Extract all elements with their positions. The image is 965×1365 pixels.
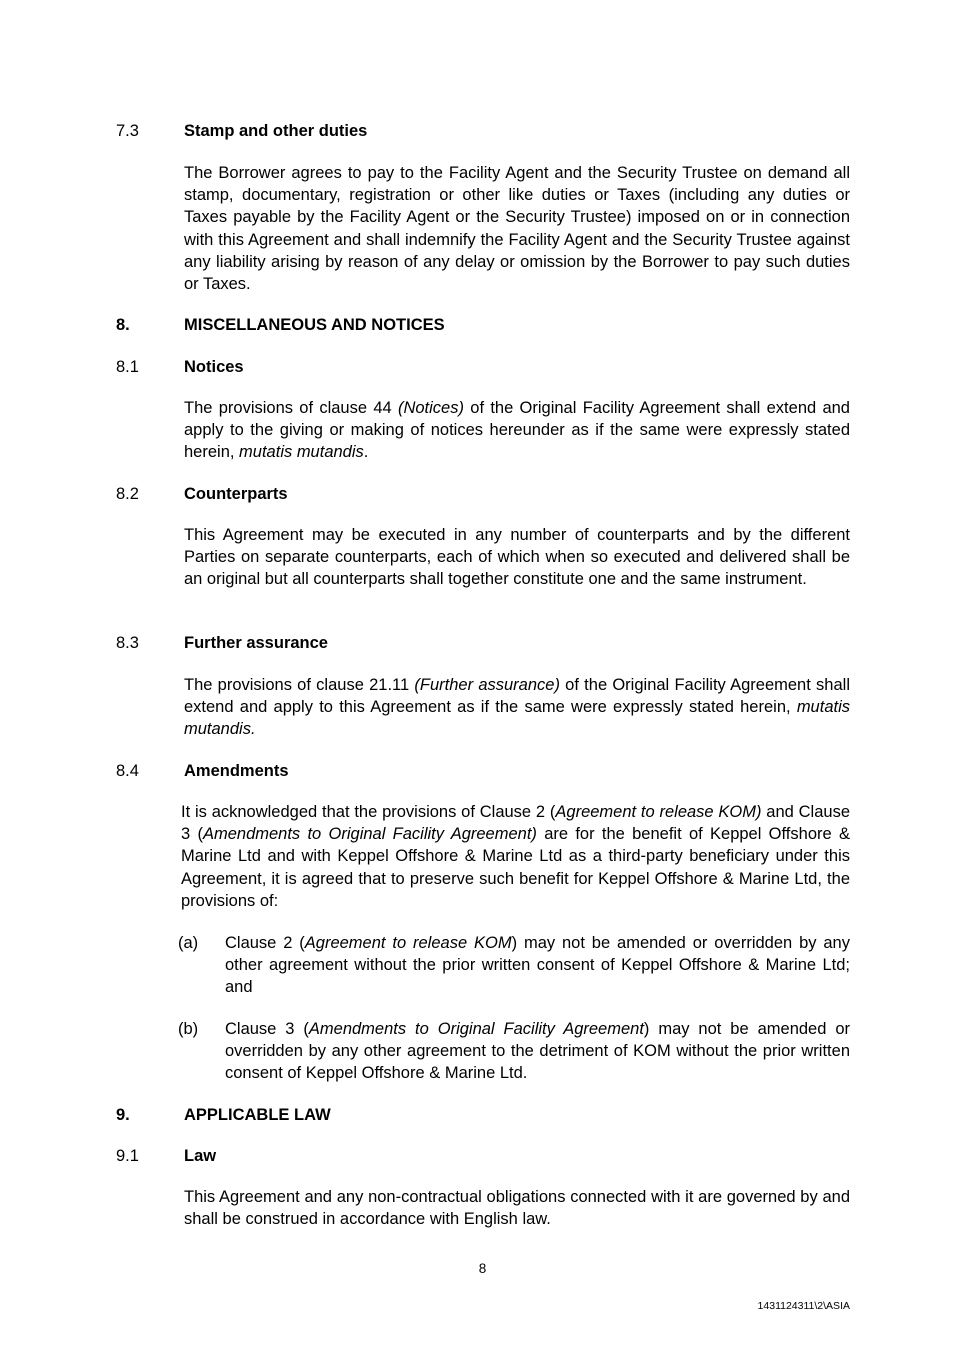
- clause-8-heading: MISCELLANEOUS AND NOTICES: [184, 316, 445, 334]
- clause-9-1-heading: Law: [184, 1147, 217, 1165]
- clause-7-3-number: 7.3: [116, 122, 139, 140]
- clause-8-4-number: 8.4: [116, 762, 139, 780]
- clause-8-4-body: It is acknowledged that the provisions of Clause 2 (Agreement to release KOM) and Clause 3 (Amendments to Original Facility Agreement) are for the benefit of Keppel Offshore & Marine Ltd and with Keppel Offshore & Marine Ltd as a third-party beneficiary under this Agreement, it is agreed that to preserve such benefit for Keppel Offshore & Marine Ltd, the provisions of:: [181, 803, 850, 910]
- clause-8-1-body: The provisions of clause 44 (Notices) of the Original Facility Agreement shall extend and apply to the giving or making of notices hereunder as if the same were expressly stated herein, mutatis mutandis.: [184, 399, 850, 462]
- sub-clause-a-label: (a): [178, 934, 199, 952]
- sub-clause-b-text: Clause 3 (Amendments to Original Facility Agreement) may not be amended or overridden by any other agreement to the detriment of KOM without the prior written consent of Keppel Offshore & Marine Ltd.: [225, 1020, 850, 1083]
- clause-7-3-body: The Borrower agrees to pay to the Facility Agent and the Security Trustee on demand all stamp, documentary, registration or other like duties or Taxes (including any duties or Taxes payable by the Facility Agent or the Security Trustee) imposed on or in connection with this Agreement and shall indemnify the Facility Agent and the Security Trustee against any liability arising by reason of any delay or omission by the Borrower to pay such duties or Taxes.: [184, 164, 850, 294]
- clause-9-1-body: This Agreement and any non-contractual obligations connected with it are governed by and shall be construed in accordance with English law.: [184, 1188, 850, 1229]
- clause-9-number: 9.: [116, 1106, 130, 1124]
- clause-8-1-number: 8.1: [116, 358, 139, 376]
- clause-8-3-heading: Further assurance: [184, 634, 328, 652]
- clause-8-4-heading: Amendments: [184, 762, 289, 780]
- clause-8-2-body: This Agreement may be executed in any number of counterparts and by the different Parties on separate counterparts, each of which when so executed and delivered shall be an original but all counterparts shall together constitute one and the same instrument.: [184, 526, 850, 589]
- clause-8-3-number: 8.3: [116, 634, 139, 652]
- sub-clause-a-text: Clause 2 (Agreement to release KOM) may not be amended or overridden by any other agreement without the prior written consent of Keppel Offshore & Marine Ltd; and: [225, 934, 850, 997]
- sub-clause-b-label: (b): [178, 1020, 199, 1038]
- clause-8-3-body: The provisions of clause 21.11 (Further assurance) of the Original Facility Agreement shall extend and apply to this Agreement as if the same were expressly stated herein, mutatis mutandis.: [184, 676, 850, 739]
- clause-8-2-number: 8.2: [116, 485, 139, 503]
- clause-8-2-heading: Counterparts: [184, 485, 288, 503]
- clause-8-number: 8.: [116, 316, 130, 334]
- clause-9-1-number: 9.1: [116, 1147, 139, 1165]
- page-number: 8: [478, 1261, 487, 1276]
- clause-8-1-heading: Notices: [184, 358, 244, 376]
- clause-9-heading: APPLICABLE LAW: [184, 1106, 331, 1124]
- document-reference: 1431124311\2\ASIA: [757, 1300, 850, 1312]
- clause-7-3-heading: Stamp and other duties: [184, 122, 368, 140]
